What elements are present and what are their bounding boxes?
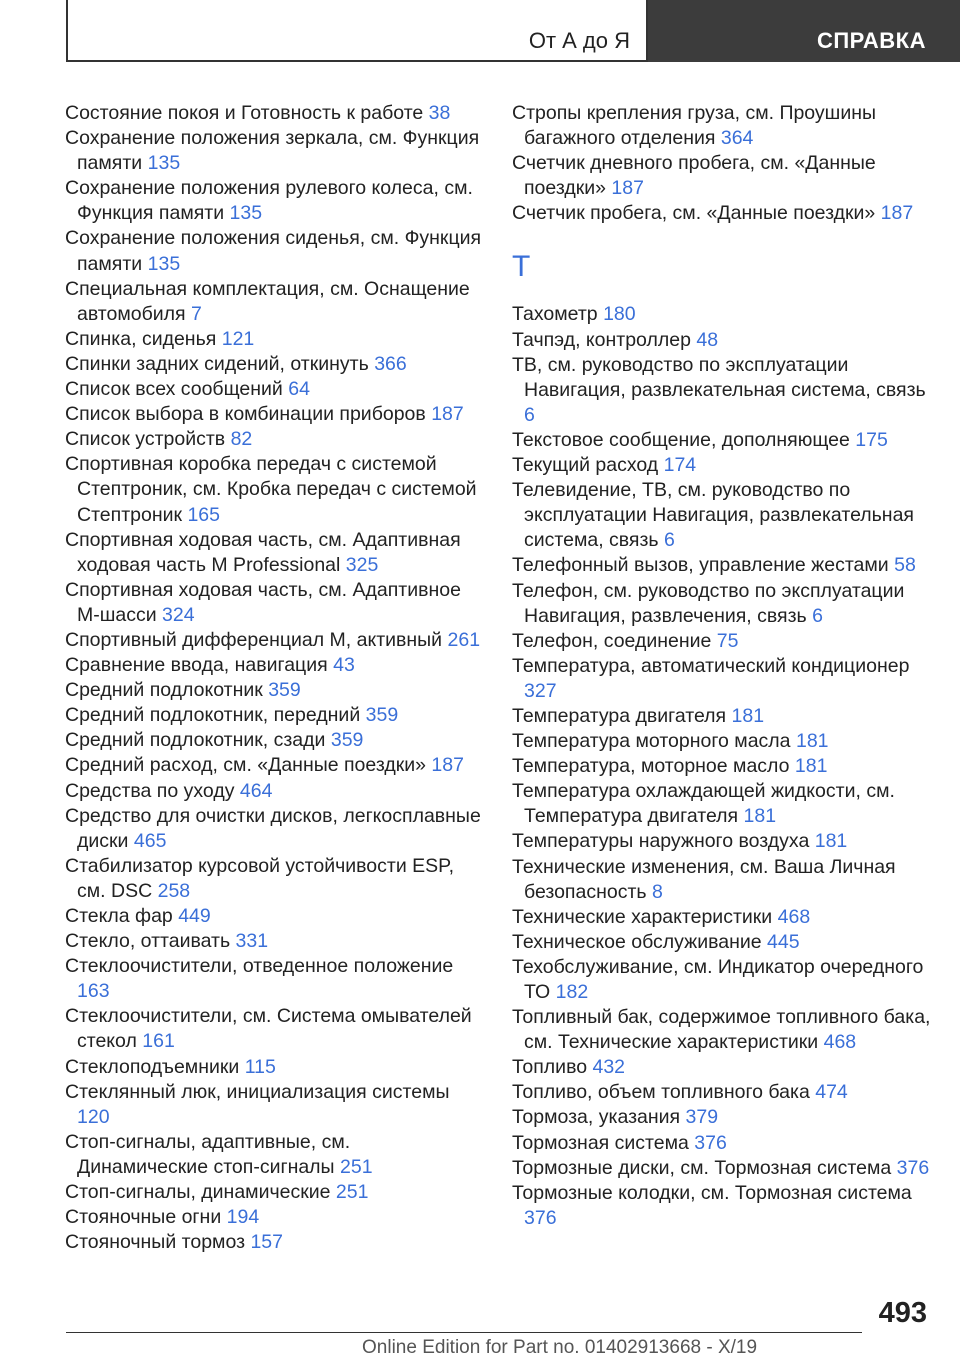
index-entry-text: Техническое обслуживание [512,930,762,953]
index-page-link[interactable]: 445 [767,930,800,953]
index-page-link[interactable]: 187 [431,754,464,777]
index-page-link[interactable]: 187 [611,177,644,200]
index-page-link[interactable]: 82 [230,428,253,451]
index-page-link[interactable]: 181 [795,730,829,753]
index-entry [65,678,485,703]
index-entry [512,201,932,226]
index-page-link[interactable]: 135 [229,202,263,225]
index-entry [65,854,485,904]
index-page-link[interactable]: 165 [187,503,220,526]
index-entry-text: Телефонный вызов, управление жестами [512,554,889,577]
index-page-link[interactable]: 327 [524,679,557,702]
index-entry-text: Тачпэд, контроллер [512,328,691,351]
index-page-link[interactable]: 163 [77,980,110,1003]
index-entry [512,729,932,754]
index-page-link[interactable]: 468 [823,1031,857,1054]
index-entry [65,126,485,176]
index-page-link[interactable]: 181 [794,755,828,778]
index-page-link[interactable]: 6 [664,529,675,552]
index-entry [65,804,485,854]
index-page-link[interactable]: 135 [147,252,181,275]
index-entry-text: Средство для очистки дисков, легкосплавные диски [65,804,481,852]
index-entry [512,453,932,478]
index-entry [65,1055,485,1080]
page-number: 493 [878,1297,927,1329]
index-entry [512,829,932,854]
index-entry [65,427,485,452]
index-entry [512,1080,932,1105]
index-entry [512,151,932,201]
index-page-link[interactable]: 38 [428,102,451,124]
index-page-link[interactable]: 181 [743,805,777,828]
index-entry-text: Средний подлокотник, передний [65,704,361,727]
index-entry [65,779,485,804]
index-entry-text: Счетчик пробега, см. «Данные поездки» [512,202,876,225]
index-page-link[interactable]: 43 [333,654,355,677]
index-page-link[interactable]: 251 [335,1181,369,1204]
index-entry-text: Сохранение положения сиденья, см. Функция памяти [65,227,482,275]
index-entry-text: Стеклянный люк, инициализация системы [65,1080,450,1103]
index-page-link[interactable]: 324 [162,603,195,626]
index-entry-text: Спортивная ходовая часть, см. Адаптивная ходовая часть M Professional [65,528,461,576]
index-entry [512,328,932,353]
index-column-left [65,101,485,1255]
index-entry-text: Температура моторного масла [512,730,791,753]
index-entry [512,629,932,654]
index-page-link[interactable]: 187 [431,403,464,426]
index-entry-text: Спортивная коробка передач с системой Стептроник, см. Кробка передач с системой Стептроник [65,453,477,526]
index-entry-text: Текстовое сообщение, дополняющее [512,428,850,451]
index-entry [512,955,932,1005]
index-entry-text: Стоп-сигналы, динамические [65,1181,331,1204]
index-entry [512,779,932,829]
index-entry-text: Телефон, см. руководство по эксплуатации Навигация, развлечения, связь [512,579,905,627]
footer-text: Online Edition for Part no. 01402913668 - X/19 [362,1337,758,1358]
index-entry-text: Стояночный тормоз [65,1231,246,1254]
index-entry-text: Спинки задних сидений, откинуть [65,352,369,375]
index-entry-text: Топливо, объем топливного бака [512,1081,810,1104]
index-page-link[interactable]: 75 [716,629,739,652]
index-entry [65,929,485,954]
index-entry-text: Средний подлокотник, сзади [65,729,326,752]
index-entry-text: Температура, моторное масло [512,755,790,778]
index-entry-text: Состояние покоя и Готовность к работе [65,102,424,124]
index-entry-text: Тормозная система [512,1131,689,1154]
index-page-link[interactable]: 366 [374,352,407,375]
index-entry [65,176,485,226]
index-page-link[interactable]: 376 [694,1131,727,1154]
index-entry-text: Температура охлаждающей жидкости, см. Температура двигателя [512,780,895,828]
index-entry [512,654,932,704]
index-page-link[interactable]: 261 [447,628,481,651]
index-page-link[interactable]: 181 [731,704,765,727]
index-entry-text: Сохранение положения рулевого колеса, см. Функция памяти [65,177,473,225]
index-entry-text: Температура двигателя [512,704,727,727]
index-entry [512,1156,932,1181]
header-section-title: От А до Я [528,28,630,53]
index-page-link[interactable]: 6 [812,604,823,627]
index-entry [65,904,485,929]
index-entry [65,226,485,276]
index-entry-text: Список устройств [65,428,226,451]
index-entry [512,478,932,553]
index-entry-text: Средства по уходу [65,779,235,802]
index-entry-text: Средний подлокотник [65,679,263,702]
index-entry [512,704,932,729]
index-entry [65,1080,485,1130]
index-entry-text: Счетчик дневного пробега, см. «Данные поездки» [512,152,876,200]
index-column-right [512,101,932,1231]
index-page-link[interactable]: 325 [345,553,379,576]
index-entry [512,1055,932,1080]
index-page-link[interactable]: 121 [221,327,255,350]
index-entry-text: Спортивный дифференциал M, активный [65,628,443,651]
index-entry [512,101,932,151]
index-entry [65,703,485,728]
index-entry [65,352,485,377]
index-page-link[interactable]: 175 [855,428,888,451]
index-entry-text: Тормозные диски, см. Тормозная система [512,1156,892,1179]
index-entry-text: Специальная комплектация, см. Оснащение автомобиля [65,277,470,325]
index-entry [65,653,485,678]
index-entry-text: Тормоза, указания [512,1106,681,1129]
index-entry-text: ТВ, см. руководство по эксплуатации Навигация, развлекательная система, связь [512,353,926,401]
index-entry [512,428,932,453]
index-page-link[interactable]: 115 [244,1055,276,1078]
index-entry-text: Тахометр [512,303,598,326]
index-entry-text: Температуры наружного воздуха [512,830,810,853]
index-page-link[interactable]: 376 [896,1156,930,1179]
index-entry [512,905,932,930]
index-entry [512,1105,932,1130]
index-page-link[interactable]: 432 [592,1056,626,1079]
index-page-link[interactable]: 359 [268,679,301,702]
index-page-link[interactable]: 379 [685,1106,719,1129]
index-page-link[interactable]: 135 [147,152,181,175]
index-entry [65,377,485,402]
index-entry [512,579,932,629]
index-page-link[interactable]: 258 [157,879,191,902]
index-entry-text: Стеклоочистители, отведенное положение [65,955,454,978]
index-entry-text: Температура, автоматический кондиционер [512,654,910,677]
index-entry-text: Список выбора в комбинации приборов [65,403,426,426]
index-page-link[interactable]: 376 [524,1206,557,1229]
index-entry [512,553,932,578]
index-entry [512,754,932,779]
index-group-t [512,302,932,1230]
index-entry-text: Топливный бак, содержимое топливного бака, см. Технические характеристики [512,1006,931,1054]
index-page-link[interactable]: 7 [191,302,202,325]
index-page-link[interactable]: 48 [696,328,719,351]
index-entry [512,1131,932,1156]
index-page-link[interactable]: 468 [777,905,811,928]
index-page-link[interactable]: 464 [239,779,273,802]
index-entry [65,578,485,628]
index-entry [65,277,485,327]
index-entry [512,353,932,428]
index-entry [65,628,485,653]
index-entry-text: Технические изменения, см. Ваша Личная безопасность [512,855,896,903]
header-tab[interactable] [648,0,960,62]
index-entry-text: Стояночные огни [65,1206,222,1229]
index-entry-text: Спинка, сиденья [65,327,217,350]
header-tab-label: СПРАВКА [816,28,926,53]
index-entry [65,1004,485,1054]
index-group-s [512,101,932,226]
index-page-link[interactable]: 182 [555,981,589,1003]
index-page-link[interactable]: 157 [250,1231,283,1254]
index-entry-text: Стеклоподъемники [65,1055,240,1078]
index-page-link[interactable]: 331 [235,930,269,953]
index-entry [65,728,485,753]
index-entry-text: Телевидение, ТВ, см. руководство по эксплуатации Навигация, развлекательная система, связь [512,479,914,552]
index-entry-text: Стабилизатор курсовой устойчивости ESP, см. DSC [65,854,455,902]
index-entry-text: Топливо [512,1056,588,1079]
index-page-link[interactable]: 8 [651,880,663,903]
index-entry-text: Телефон, соединение [512,629,712,652]
index-page-link[interactable]: 474 [815,1081,848,1104]
index-entry [512,1005,932,1055]
index-page-link[interactable]: 64 [288,378,310,401]
index-entry [65,1230,485,1255]
footer-divider [66,1332,862,1333]
index-page-link[interactable]: 6 [524,403,535,426]
index-entry-text: Техобслуживание, см. Индикатор очередного ТО [512,955,924,1003]
index-entry [512,1181,932,1231]
index-entry [65,1130,485,1180]
index-page-link[interactable]: 180 [603,303,636,326]
index-page-link[interactable]: 449 [178,905,211,927]
index-entry [512,930,932,955]
section-letter: Т [512,250,531,284]
index-entry-text: Технические характеристики [512,905,773,928]
index-entry-text: Спортивная ходовая часть, см. Адаптивное M-шасси [65,578,461,626]
index-entry-text: Текущий расход [512,454,659,477]
index-entry [65,753,485,778]
header-box [66,0,648,62]
index-entry-text: Стекло, оттаивать [65,930,231,953]
index-page-link[interactable]: 120 [77,1105,110,1128]
index-page-link[interactable]: 251 [340,1155,373,1178]
index-page-link[interactable]: 359 [365,704,399,727]
index-entry-text: Тормозные колодки, см. Тормозная система [512,1181,912,1204]
index-page-link[interactable]: 359 [330,729,364,752]
index-entry [65,1180,485,1205]
index-entry [512,302,932,327]
index-entry-text: Стеклоочистители, см. Система омывателей стекол [65,1005,472,1053]
index-entry-text: Сравнение ввода, навигация [65,654,328,677]
index-entry [65,101,485,126]
index-page-link[interactable]: 364 [720,127,754,150]
index-page-link[interactable]: 161 [142,1030,175,1053]
index-entry [65,327,485,352]
index-page-link[interactable]: 174 [663,454,697,477]
index-page-link[interactable]: 181 [814,830,848,853]
index-entry-text: Список всех сообщений [65,378,283,401]
index-entry-text: Сохранение положения зеркала, см. Функция памяти [65,127,480,175]
index-entry [65,954,485,1004]
index-entry-text: Стекла фар [65,905,173,927]
index-page-link[interactable]: 58 [894,554,916,577]
index-entry [65,402,485,427]
index-page-link[interactable]: 194 [226,1206,260,1229]
index-entry [512,855,932,905]
index-page-link[interactable]: 465 [133,829,167,852]
index-entry-text: Стропы крепления груза, см. Проушины багажного отделения [512,102,876,150]
index-entry [65,452,485,527]
index-entry [65,1205,485,1230]
index-entry-text: Средний расход, см. «Данные поездки» [65,754,426,777]
index-entry-text: Стоп-сигналы, адаптивные, см. Динамические стоп-сигналы [65,1130,351,1178]
index-entry [65,528,485,578]
index-page-link[interactable]: 187 [880,202,914,225]
